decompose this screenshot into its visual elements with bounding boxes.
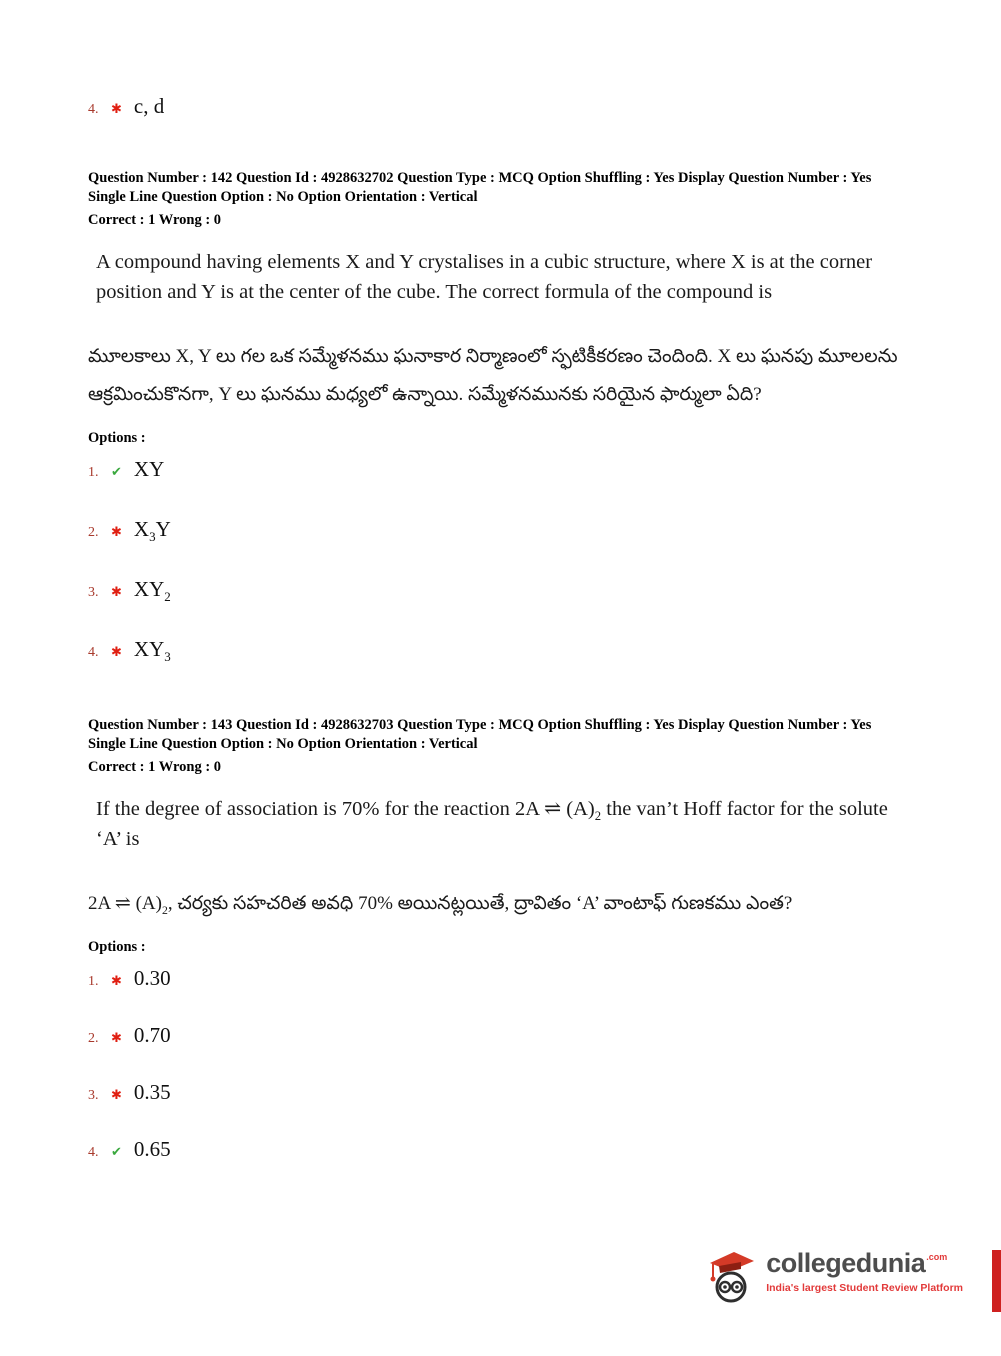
brand-block [766, 1249, 963, 1294]
meta-line-1: Question Number : 143 Question Id : 4928632703 Question Type : MCQ Option Shuffling : Yes Display Question Number : Yes [88, 716, 872, 733]
option-1 [88, 966, 909, 991]
formula-tail: Y [155, 517, 171, 541]
option-number: 2. [88, 1031, 99, 1047]
formula-base: XY [133, 456, 165, 481]
brand-domain-suffix: .com [926, 1252, 948, 1262]
option-number: 3. [88, 585, 99, 601]
wrong-icon: ✱ [111, 1031, 122, 1047]
question-text-telugu [88, 885, 909, 923]
option-4 [88, 637, 909, 665]
prev-question-option-4 [88, 94, 909, 119]
question-text-after: the van’t Hoff factor for the solute ‘A’ is [96, 797, 888, 851]
option-text: 0.35 [133, 1080, 171, 1105]
option-formula [134, 457, 164, 485]
formula-base: XY [133, 637, 165, 662]
option-number: 4. [88, 1145, 99, 1161]
meta-line-3: Correct : 1 Wrong : 0 [88, 212, 222, 229]
reaction-formula [88, 893, 168, 917]
option-text: 0.30 [133, 966, 171, 991]
question-text-english [88, 795, 909, 855]
correct-icon: ✔ [111, 464, 122, 480]
meta-line-2: Single Line Question Option : No Option Orientation : Vertical [88, 189, 478, 206]
option-text: 0.65 [133, 1137, 171, 1162]
wrong-icon: ✱ [111, 102, 122, 117]
formula-subscript: 2 [594, 809, 602, 824]
option-text: c, d [133, 94, 165, 118]
meta-line-2: Single Line Question Option : No Option Orientation : Vertical [88, 735, 478, 752]
option-text: 0.70 [133, 1023, 171, 1048]
option-number: 4. [88, 645, 99, 661]
formula-base: X [133, 517, 150, 541]
question-142-metadata [88, 169, 909, 230]
formula-base: 2A ⇌ (A) [514, 797, 595, 820]
options-label: Options : [88, 939, 146, 956]
formula-subscript: 3 [164, 649, 171, 665]
wrong-icon: ✱ [111, 525, 122, 540]
option-number: 4. [88, 102, 99, 117]
formula-base: XY [133, 577, 165, 602]
brand-tagline: India's largest Student Review Platform [766, 1282, 963, 1295]
meta-line-3: Correct : 1 Wrong : 0 [88, 758, 222, 775]
option-number: 1. [88, 464, 99, 480]
option-3 [88, 577, 909, 605]
brand-wordmark: collegedunia [766, 1248, 926, 1278]
question-text-before: If the degree of association is 70% for the reaction [96, 797, 515, 820]
meta-line-1: Question Number : 142 Question Id : 4928632702 Question Type : MCQ Option Shuffling : Yes Display Question Number : Yes [88, 170, 872, 186]
page-edge-red-bar [992, 1250, 1001, 1312]
wrong-icon: ✱ [111, 585, 122, 601]
option-formula [134, 637, 171, 665]
reaction-formula [514, 797, 602, 824]
wrong-icon: ✱ [111, 1088, 122, 1104]
option-number: 2. [88, 525, 99, 540]
formula-base: 2A ⇌ (A) [88, 893, 162, 915]
correct-icon: ✔ [111, 1145, 122, 1161]
question-142-block [88, 169, 909, 666]
option-3 [88, 1080, 909, 1105]
wrong-icon: ✱ [111, 645, 122, 661]
graduate-mascot-icon [705, 1249, 757, 1310]
option-number: 1. [88, 974, 99, 990]
option-number: 3. [88, 1088, 99, 1104]
collegedunia-logo [705, 1249, 963, 1310]
option-4 [88, 1137, 909, 1162]
option-1 [88, 457, 909, 485]
question-text-telugu: మూలకాలు X, Y లు గల ఒక సమ్మేళనము ఘనాకార నిర్మాణంలో స్ఫటికీకరణం చెందింది. X లు ఘనపు మూలలను ఆక్రమించుకొనగా, Y లు ఘనము మధ్యలో ఉన్నాయి. సమ్మేళనమునకు సరియైన ఫార్ములా ఏది? [88, 345, 898, 405]
formula-subscript: 2 [164, 589, 171, 605]
question-143-block [88, 716, 909, 1163]
wrong-icon: ✱ [111, 974, 122, 990]
question-143-metadata [88, 716, 909, 777]
option-2 [88, 1023, 909, 1048]
question-text-english: A compound having elements X and Y crystalises in a cubic structure, where X is at the corner position and Y is at the center of the cube. The correct formula of the compound is [96, 251, 873, 304]
question-text-after: , చర్యకు సహచరిత అవధి 70% అయినట్లయితే, ద్రావితం ‘A’ వాంటాఫ్ గుణకము ఎంత? [167, 893, 793, 915]
option-formula [134, 517, 171, 545]
formula-subscript: 3 [149, 529, 156, 545]
option-2 [88, 517, 909, 545]
formula-subscript: 2 [161, 903, 168, 917]
options-label: Options : [88, 429, 146, 446]
option-formula [134, 577, 171, 605]
